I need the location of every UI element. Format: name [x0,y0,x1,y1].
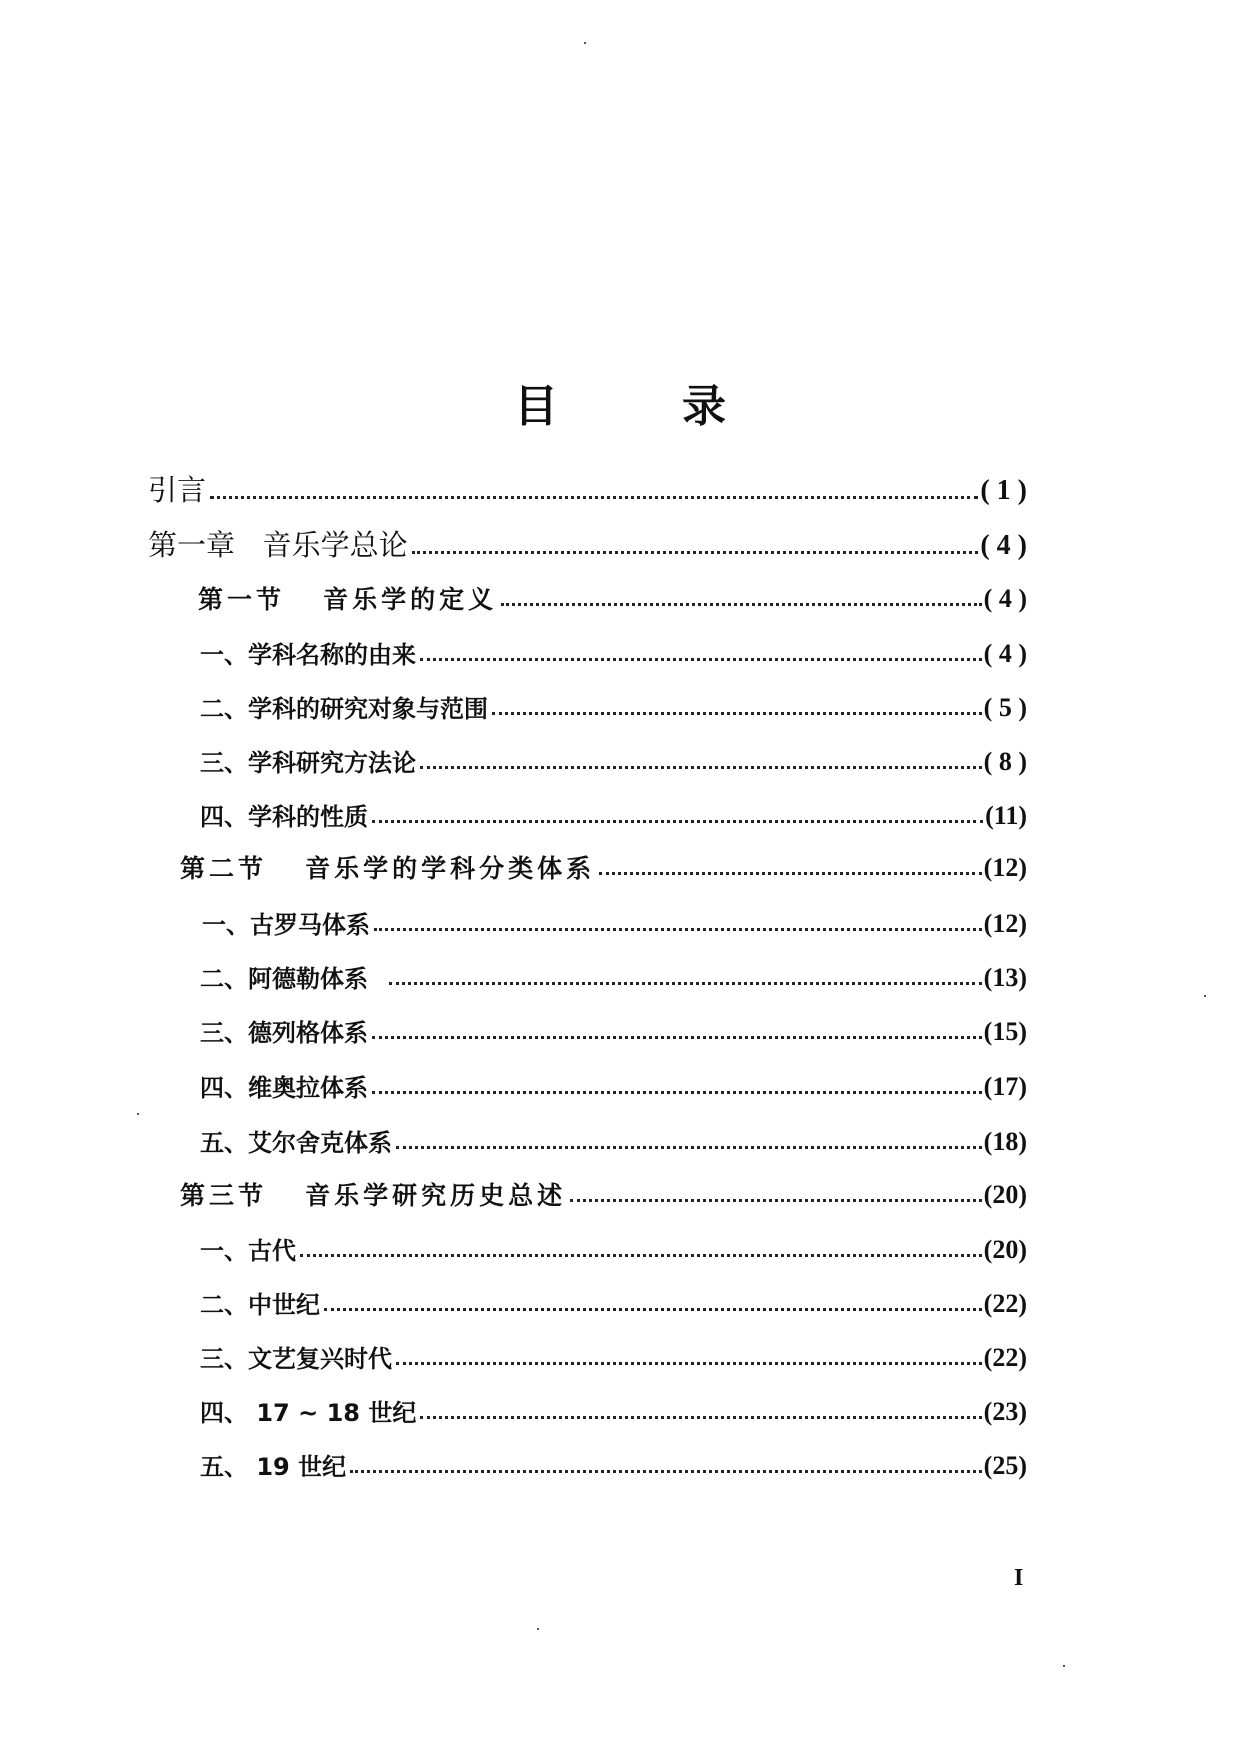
toc-page-number: ( 4 ) [980,530,1027,561]
toc-entry-title: 引言 [148,473,207,507]
dot-leader [420,1416,981,1419]
toc-subsection-entry [200,1005,1027,1045]
toc-page-number: (22) [983,1289,1027,1318]
toc-entry-title: 第二节 音乐学的学科分类体系 [180,854,596,883]
toc-page-number: (20) [983,1235,1027,1264]
dot-leader [374,928,982,931]
toc-subsection-entry [200,1277,1027,1317]
toc-chapter-entry [148,465,1027,505]
toc-page-number: ( 1 ) [980,475,1027,506]
toc-subsection-entry [200,1385,1027,1425]
title-char-mu: 目 [514,381,558,432]
toc-page-number: ( 4 ) [983,639,1027,668]
dot-leader [372,1036,982,1039]
toc-entry-title: 二、中世纪 [200,1291,320,1319]
toc-page-number: (12) [983,909,1027,938]
dot-leader [492,712,982,715]
toc-entry-title: 四、 17 ~ 18 世纪 [200,1399,417,1427]
toc-entry-title: 一、古代 [200,1237,296,1265]
toc-entry-title: 二、学科的研究对象与范围 [200,695,488,723]
dot-leader [570,1199,982,1202]
scan-speck [584,42,586,44]
scan-speck [537,1628,539,1630]
toc-entry-title: 二、阿德勒体系 [200,965,385,993]
toc-subsection-entry [200,627,1027,667]
dot-leader [599,872,982,875]
dot-leader [210,496,978,499]
dot-leader [350,1470,982,1473]
toc-page-number: (13) [983,963,1027,992]
toc-page-number: (23) [983,1397,1027,1426]
toc-entry-title: 第三节 音乐学研究历史总述 [180,1181,567,1210]
scan-speck [137,1113,139,1115]
title-char-lu: 录 [682,381,726,432]
toc-page-number: ( 4 ) [983,584,1027,613]
dot-leader [300,1254,982,1257]
toc-subsection-entry [200,1223,1027,1263]
toc-chapter-entry [148,520,1027,560]
toc-entry-title: 四、维奥拉体系 [200,1074,368,1102]
scan-speck [1204,995,1206,997]
toc-entry-title: 三、文艺复兴时代 [200,1345,392,1373]
toc-subsection-entry [200,681,1027,721]
toc-section-entry [180,1168,1027,1208]
dot-leader [420,658,982,661]
scan-speck [1063,1665,1065,1667]
toc-page-number: (22) [983,1343,1027,1372]
toc-page-number: ( 5 ) [983,693,1027,722]
toc-entry-title: 第一节 音乐学的定义 [198,585,498,614]
toc-entry-title: 三、学科研究方法论 [200,749,416,777]
toc-page-number: ( 8 ) [983,747,1027,776]
page-number: I [1014,1565,1024,1591]
toc-subsection-entry [200,1115,1027,1155]
toc-subsection-entry [200,735,1027,775]
dot-leader [420,766,982,769]
toc-entry-title: 第一章 音乐学总论 [148,528,408,562]
dot-leader [389,982,982,985]
dot-leader [396,1362,982,1365]
dot-leader [372,820,983,823]
toc-subsection-entry [200,951,1027,991]
dot-leader [396,1146,982,1149]
toc-section-entry [198,572,1027,612]
toc-subsection-entry [202,897,1027,937]
toc-section-entry [180,841,1027,881]
dot-leader [324,1308,982,1311]
dot-leader [372,1091,982,1094]
toc-entry-title: 三、德列格体系 [200,1019,368,1047]
toc-subsection-entry [200,1439,1027,1479]
toc-page-number: (15) [983,1017,1027,1046]
toc-page-number: (17) [983,1072,1027,1101]
toc-entry-title: 五、艾尔舍克体系 [200,1129,392,1157]
toc-entry-title: 一、古罗马体系 [202,911,370,939]
toc-page-number: (20) [983,1180,1027,1209]
toc-entry-title: 五、 19 世纪 [200,1453,347,1481]
toc-subsection-entry [200,789,1027,829]
dot-leader [501,603,982,606]
dot-leader [412,551,979,554]
toc-page-number: (25) [983,1451,1027,1480]
page-title [0,370,1240,434]
toc-page-number: (12) [983,853,1027,882]
toc-subsection-entry [200,1060,1027,1100]
toc-page-number: (18) [983,1127,1027,1156]
toc-entry-title: 四、学科的性质 [200,803,368,831]
toc-page-number: (11) [985,801,1027,830]
toc-entry-title: 一、学科名称的由来 [200,641,416,669]
toc-subsection-entry [200,1331,1027,1371]
